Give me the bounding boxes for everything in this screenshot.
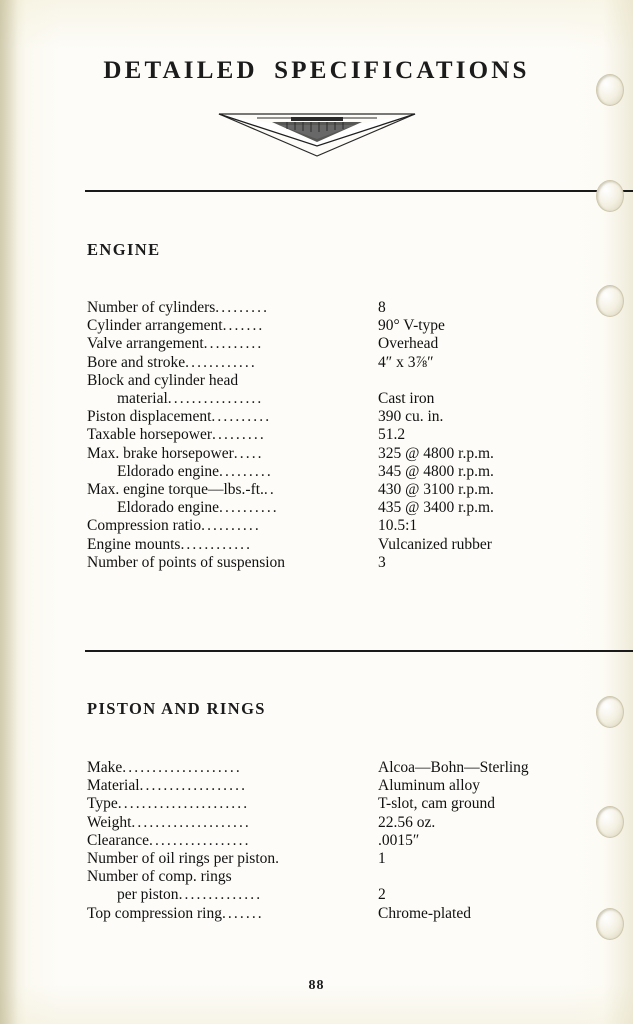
spec-label: Clearance — [87, 831, 149, 849]
spec-leader: ............ — [180, 535, 253, 553]
spec-leader: . — [275, 850, 282, 868]
spec-value — [378, 372, 557, 390]
binder-hole — [596, 908, 624, 940]
spec-value: 435 @ 3400 r.p.m. — [378, 499, 494, 517]
page-title: DETAILED SPECIFICATIONS — [103, 57, 530, 84]
table-row — [87, 795, 557, 813]
spec-value: Aluminum alloy — [378, 777, 481, 795]
spec-leader: ......... — [219, 462, 273, 480]
spec-label: Block and cylinder head — [87, 371, 239, 389]
table-row — [87, 426, 557, 444]
spec-table-engine — [87, 299, 557, 572]
binder-hole — [596, 696, 624, 728]
spec-value: 51.2 — [378, 426, 406, 444]
spec-leader: ................ — [167, 390, 264, 408]
binder-hole — [596, 180, 624, 212]
spec-leader: .. — [263, 481, 276, 499]
table-row — [87, 554, 557, 572]
spec-leader: ............ — [185, 353, 257, 371]
spec-label: Material — [87, 777, 140, 795]
table-row — [87, 390, 557, 408]
spec-value: 4″ x 3⅞″ — [378, 353, 434, 371]
spec-value: 22.56 oz. — [378, 813, 436, 831]
table-row — [87, 499, 557, 517]
spec-label: Weight — [87, 813, 132, 831]
spec-table-piston-and-rings — [87, 759, 557, 923]
table-row — [87, 408, 557, 426]
spec-leader: .......... — [203, 335, 264, 353]
table-row — [87, 481, 557, 499]
spec-label: Piston displacement — [87, 408, 212, 426]
table-row — [87, 886, 557, 904]
spec-leader: .......... — [201, 517, 261, 535]
spec-label: Compression ratio — [87, 517, 202, 535]
spec-leader: .............. — [178, 886, 263, 904]
spec-label: Number of comp. rings — [87, 868, 232, 886]
table-row — [87, 445, 557, 463]
spec-value: .0015″ — [378, 831, 420, 849]
spec-value: 90° V-type — [378, 317, 445, 335]
spec-leader: ...................... — [117, 795, 250, 813]
spec-label: Max. engine torque—lbs.-ft. — [87, 481, 264, 499]
spec-value: Vulcanized rubber — [378, 535, 492, 553]
table-row — [87, 868, 557, 886]
cadillac-crest-icon — [217, 112, 417, 158]
spec-value: 430 @ 3100 r.p.m. — [378, 481, 494, 499]
table-row — [87, 850, 557, 868]
spec-label: Eldorado engine — [117, 499, 220, 517]
spec-value: 345 @ 4800 r.p.m. — [378, 462, 494, 480]
table-row — [87, 372, 557, 390]
spec-leader: ......... — [215, 299, 270, 316]
divider-middle — [85, 650, 633, 652]
spec-label: Bore and stroke — [87, 353, 186, 371]
table-row — [87, 814, 557, 832]
spec-leader: .......... — [219, 499, 279, 517]
spec-value: 10.5:1 — [378, 517, 418, 535]
table-row — [87, 463, 557, 481]
table-row — [87, 759, 557, 777]
spec-value: 1 — [378, 850, 386, 868]
spec-label: Taxable horsepower — [87, 426, 213, 444]
table-row — [87, 335, 557, 353]
spec-leader: .................... — [122, 759, 242, 776]
spec-value — [378, 868, 557, 886]
table-row — [87, 299, 557, 317]
spec-leader: .................... — [131, 813, 251, 831]
spec-label: Make — [87, 759, 123, 776]
spec-leader: .................. — [139, 777, 248, 795]
spec-leader: ....... — [221, 904, 264, 922]
table-row — [87, 354, 557, 372]
table-row — [87, 905, 557, 923]
spec-value: Cast iron — [378, 390, 435, 408]
section-heading-engine: ENGINE — [87, 240, 161, 259]
spec-label: Cylinder arrangement — [87, 317, 223, 335]
table-row — [87, 777, 557, 795]
spec-label: Max. brake horsepower — [87, 444, 234, 462]
binder-hole — [596, 74, 624, 106]
spec-value: T-slot, cam ground — [378, 795, 495, 813]
spec-value: 3 — [378, 553, 386, 571]
spec-leader: .......... — [211, 408, 272, 426]
table-row — [87, 517, 557, 535]
page-number: 88 — [308, 978, 325, 993]
spec-value: Chrome-plated — [378, 904, 471, 922]
spec-value: Overhead — [378, 335, 439, 353]
spec-label: material — [117, 390, 168, 408]
spec-label: Number of cylinders — [87, 299, 216, 316]
spec-label: Engine mounts — [87, 535, 181, 553]
divider-top — [85, 190, 633, 192]
spec-value: Alcoa—Bohn—Sterling — [378, 759, 529, 776]
table-row — [87, 317, 557, 335]
section-heading-piston-and-rings: PISTON AND RINGS — [87, 699, 266, 718]
spec-value: 2 — [378, 886, 386, 904]
spec-label: Type — [87, 795, 118, 813]
binder-hole — [596, 285, 624, 317]
spec-label: Eldorado engine — [117, 462, 220, 480]
spec-label: Top compression ring — [87, 904, 222, 922]
spec-leader: ......... — [212, 426, 266, 444]
spec-label: Valve arrangement — [87, 335, 204, 353]
spec-leader: ................. — [148, 831, 251, 849]
table-row — [87, 832, 557, 850]
binder-hole — [596, 806, 624, 838]
spec-leader: ....... — [222, 317, 265, 335]
spec-label: Number of points of suspension — [87, 553, 286, 571]
table-row — [87, 536, 557, 554]
spec-value: 325 @ 4800 r.p.m. — [378, 444, 494, 462]
spec-value: 390 cu. in. — [378, 408, 444, 426]
spec-leader: ..... — [233, 444, 264, 462]
spec-value: 8 — [378, 299, 386, 316]
spec-label: per piston — [117, 886, 179, 904]
spec-label: Number of oil rings per piston — [87, 850, 276, 868]
